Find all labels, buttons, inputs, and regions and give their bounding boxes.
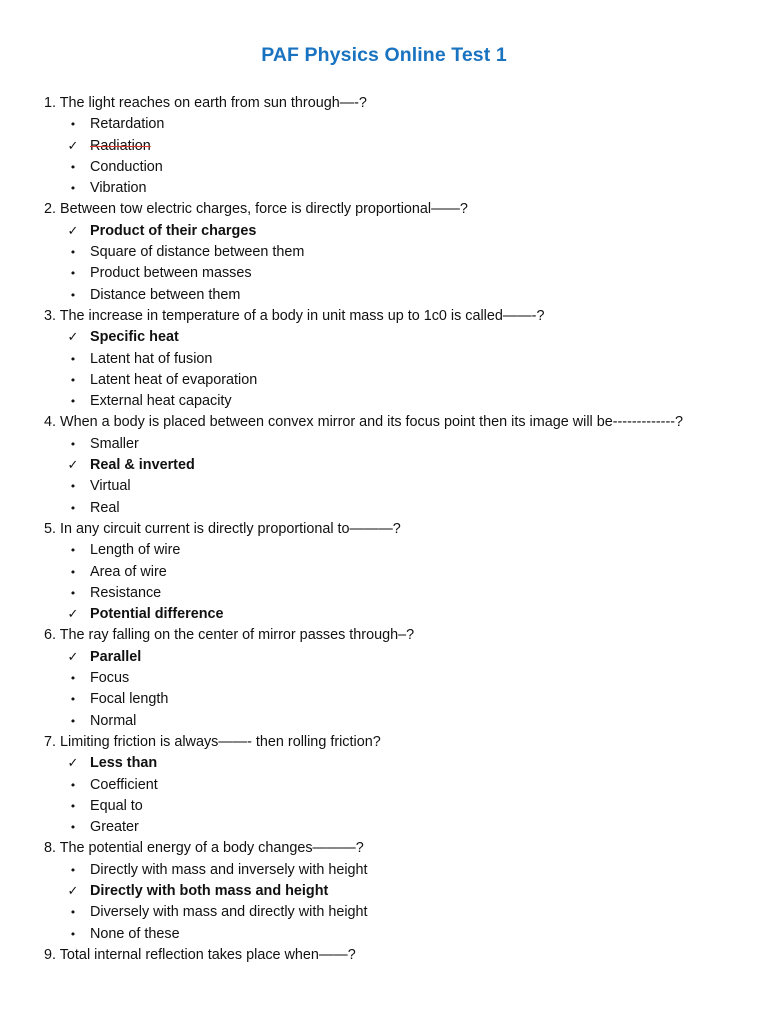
bullet-icon: •: [69, 182, 77, 196]
bullet-icon: •: [69, 906, 77, 920]
option-label: Real & inverted: [90, 457, 195, 474]
checked-option: [44, 136, 744, 157]
option-label: Smaller: [90, 435, 139, 452]
option-label: Radiation: [90, 137, 151, 154]
question-text: 3. The increase in temperature of a body in unit mass up to 1c0 is called——-?: [44, 307, 545, 324]
page-title: PAF Physics Online Test 1: [261, 44, 507, 66]
bullet-icon: •: [69, 118, 77, 132]
option-label: Distance between them: [90, 286, 241, 303]
option-item: [44, 114, 744, 135]
option-item: [44, 562, 744, 583]
checked-option: [44, 455, 744, 476]
bullet-icon: •: [69, 395, 77, 409]
option-label: Coefficient: [90, 776, 158, 793]
option-label: Diversely with mass and directly with height: [90, 904, 368, 921]
checkmark-icon: ✓: [67, 649, 79, 665]
question-text: 4. When a body is placed between convex mirror and its focus point then its image will be-------------?: [44, 414, 684, 431]
option-item: [44, 498, 744, 519]
bullet-icon: •: [69, 714, 77, 728]
option-label: Product of their charges: [90, 222, 257, 239]
option-label: Latent heat of evaporation: [90, 371, 258, 388]
bullet-icon: •: [69, 863, 77, 877]
question-text: 9. Total internal reflection takes place when——?: [44, 946, 356, 963]
option-label: Square of distance between them: [90, 244, 305, 261]
option-item: [44, 668, 744, 689]
option-label: Focal length: [90, 691, 169, 708]
option-label: Greater: [90, 819, 139, 836]
option-item: [44, 178, 744, 199]
option-item: [44, 775, 744, 796]
option-item: [44, 860, 744, 881]
bullet-icon: •: [69, 267, 77, 281]
option-label: Real: [90, 499, 120, 516]
option-item: [44, 370, 744, 391]
option-label: Parallel: [90, 648, 142, 665]
checkmark-icon: ✓: [67, 138, 79, 154]
question-text: 2. Between tow electric charges, force is directly proportional——?: [44, 201, 468, 218]
checkmark-icon: ✓: [67, 607, 79, 623]
option-label: Conduction: [90, 158, 163, 175]
question-text: 8. The potential energy of a body changes———?: [44, 840, 364, 857]
checked-option: [44, 753, 744, 774]
checkmark-icon: ✓: [67, 458, 79, 474]
option-item: [44, 540, 744, 561]
checkmark-icon: ✓: [67, 756, 79, 772]
option-item: [44, 157, 744, 178]
checked-option: [44, 221, 744, 242]
bullet-icon: •: [69, 693, 77, 707]
option-label: Virtual: [90, 478, 131, 495]
option-label: Directly with both mass and height: [90, 882, 329, 899]
bullet-icon: •: [69, 246, 77, 260]
option-label: Area of wire: [90, 563, 167, 580]
option-item: [44, 689, 744, 710]
checkmark-icon: ✓: [67, 883, 79, 899]
option-label: None of these: [90, 925, 180, 942]
option-item: [44, 285, 744, 306]
option-item: [44, 583, 744, 604]
option-item: [44, 711, 744, 732]
option-label: Potential difference: [90, 606, 224, 623]
bullet-icon: •: [69, 565, 77, 579]
option-label: Equal to: [90, 797, 143, 814]
bullet-icon: •: [69, 586, 77, 600]
option-label: Specific heat: [90, 329, 179, 346]
bullet-icon: •: [69, 821, 77, 835]
option-label: Length of wire: [90, 542, 181, 559]
option-label: Less than: [90, 755, 158, 772]
option-label: Vibration: [90, 180, 147, 197]
bullet-icon: •: [69, 480, 77, 494]
bullet-icon: •: [69, 160, 77, 174]
option-label: Resistance: [90, 584, 162, 601]
checked-option: [44, 604, 744, 625]
question-text: 6. The ray falling on the center of mirror passes through–?: [44, 627, 415, 644]
option-item: [44, 476, 744, 497]
option-label: Latent hat of fusion: [90, 350, 213, 367]
option-item: [44, 817, 744, 838]
bullet-icon: •: [69, 799, 77, 813]
checked-option: [44, 647, 744, 668]
checkmark-icon: ✓: [67, 223, 79, 239]
option-item: [44, 924, 744, 945]
checked-option: [44, 881, 744, 902]
option-item: [44, 902, 744, 923]
option-item: [44, 796, 744, 817]
option-item: [44, 391, 744, 412]
bullet-icon: •: [69, 778, 77, 792]
option-label: Normal: [90, 712, 137, 729]
question-text: 1. The light reaches on earth from sun through—-?: [44, 95, 367, 111]
option-item: [44, 349, 744, 370]
option-item: [44, 434, 744, 455]
bullet-icon: •: [69, 288, 77, 302]
checked-option: [44, 327, 744, 348]
question-list: [44, 93, 744, 966]
bullet-icon: •: [69, 927, 77, 941]
bullet-icon: •: [69, 373, 77, 387]
question-text: 5. In any circuit current is directly proportional to———?: [44, 520, 401, 537]
bullet-icon: •: [69, 501, 77, 515]
option-item: [44, 242, 744, 263]
question-text: 7. Limiting friction is always——- then rolling friction?: [44, 733, 381, 750]
checkmark-icon: ✓: [67, 330, 79, 346]
option-label: Retardation: [90, 116, 165, 133]
option-label: Directly with mass and inversely with height: [90, 861, 368, 878]
bullet-icon: •: [69, 544, 77, 558]
bullet-icon: •: [69, 352, 77, 366]
option-label: External heat capacity: [90, 393, 232, 410]
option-label: Product between masses: [90, 265, 252, 282]
bullet-icon: •: [69, 437, 77, 451]
option-label: Focus: [90, 670, 130, 687]
bullet-icon: •: [69, 672, 77, 686]
option-item: [44, 263, 744, 284]
